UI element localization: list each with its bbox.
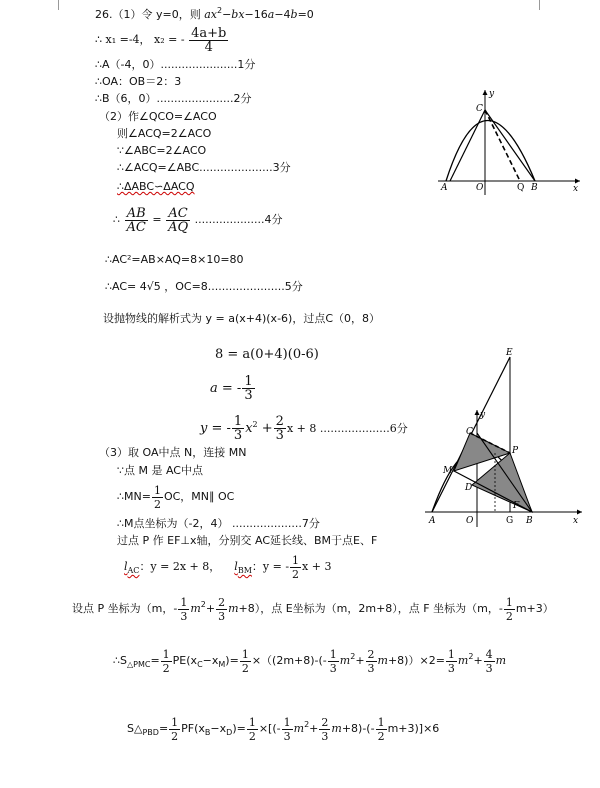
svg-text:G: G (506, 516, 514, 526)
svg-text:C: C (466, 427, 473, 437)
svg-text:E: E (506, 348, 513, 358)
svg-text:O: O (466, 516, 474, 526)
line-acq-abc: ∴∠ACQ=∠ABC.....................3分 (117, 161, 291, 174)
roots-line: ∴ x₁ =-4， x₂ = - $\frac{4a+b}{4}$ (95, 25, 227, 55)
line-abc: ∵∠ABC=2∠ACO (117, 144, 207, 157)
line-ac-squared: ∴AC²=AB×AQ=8×10=80 (105, 253, 244, 266)
svg-text:M: M (443, 466, 453, 476)
svg-text:x: x (573, 184, 579, 194)
line-acq: 则∠ACQ=2∠ACO (117, 127, 212, 140)
line-equations: $l_{AC}$：y = 2x + 8， $l_{BM}$：y = - $\frac{1}{2}$ x + 3 (124, 553, 332, 581)
figure-parabola-2 (420, 345, 590, 530)
a-value: a = - $\frac{1}{3}$ (210, 374, 253, 403)
area-pbd: $S\triangle_{PBD}=$ $\frac{1}{2}$ $PF(x_B-x_D)=$ $\frac{1}{2}$ ×[(- $\frac{1}{3}$ $m^2+$ $\frac{2}{3}$ m+8)-(- $\frac{1}{2}$ m+3)]×6 (127, 715, 440, 743)
line-part2: （2）作∠QCO=∠ACO (99, 110, 217, 123)
svg-text:C: C (476, 104, 483, 114)
line-a: ∴A（-4，0）......................1分 (95, 58, 256, 71)
svg-text:B: B (531, 183, 538, 193)
segment-ac (450, 110, 485, 181)
svg-text:P: P (512, 446, 519, 456)
crop-mark-right (539, 0, 540, 10)
segment-cb (485, 110, 535, 181)
figure-parabola-1 (430, 85, 590, 200)
area-pmc: $\therefore S_{\triangle PMC}=$ $\frac{1}{2}$ $PE(x_C-x_M)=$ $\frac{1}{2}$ ×（(2m+8)-(- $\frac{1}{3}$ $m^2+$ $\frac{2}{3}$ m+8)）×2= $\frac{1}{3}$ $m^2+$ $\frac{4}{3}$ m (113, 647, 507, 675)
crop-mark-left (58, 0, 59, 10)
svg-text:D: D (465, 483, 473, 493)
parabola-setup: 设抛物线的解析式为 y = a(x+4)(x-6)，过点C（0，8） (103, 312, 381, 325)
svg-text:A: A (441, 183, 448, 193)
ef-construct: 过点 P 作 EF⊥x轴，分别交 AC延长线、BM于点E、F (117, 534, 378, 547)
line-ac-oc: ∴AC= 4√5 ，OC=8......................5分 (105, 280, 303, 293)
part3-intro: （3）取 OA中点 N，连接 MN (99, 446, 247, 459)
ratio-line: ∴ $\frac{AB}{AC}$ = $\frac{AC}{AQ}$ ....................4分 (113, 205, 283, 235)
svg-text:x: x (573, 516, 579, 526)
x2-fraction: $\frac{4a+b}{4}$ (191, 25, 227, 55)
svg-text:y: y (489, 89, 495, 99)
svg-text:A: A (429, 516, 436, 526)
m-coords: ∴M点坐标为（-2，4） ....................7分 (117, 517, 320, 530)
line-b: ∴B（6，0）......................2分 (95, 92, 252, 105)
svg-text:Q: Q (517, 183, 525, 193)
problem-header: 26.（1）令 y=0，则 $ax^2-bx-16a-4b=0$ (95, 6, 314, 21)
m-midpoint: ∵点 M 是 AC中点 (117, 464, 203, 477)
line-ratio: ∴OA：OB＝2：3 (95, 75, 182, 88)
parabola (446, 121, 535, 182)
coordinates-line: 设点 P 坐标为（m，- $\frac{1}{3}$ $m^2+$ $\frac{2}{3}$ m+8），点 E坐标为（m，2m+8），点 F 坐标为（m，- $\frac{1}{2}$ m+3） (72, 595, 554, 623)
mn-line: ∴MN= $\frac{1}{2}$ OC，MN∥ OC (117, 483, 235, 511)
parabola-equation: y = - $\frac{1}{3}$ $x^2$ + $\frac{2}{3}$ x + 8 ....................6分 (200, 414, 408, 443)
substitution: 8 = a(0+4)(0-6) (215, 347, 319, 362)
svg-text:B: B (526, 516, 533, 526)
line-similar: ∴ΔABC∽ΔACQ (117, 180, 195, 193)
svg-text:y: y (480, 410, 486, 420)
segment-cq (485, 110, 520, 181)
svg-text:O: O (476, 183, 484, 193)
svg-text:F: F (513, 501, 520, 511)
